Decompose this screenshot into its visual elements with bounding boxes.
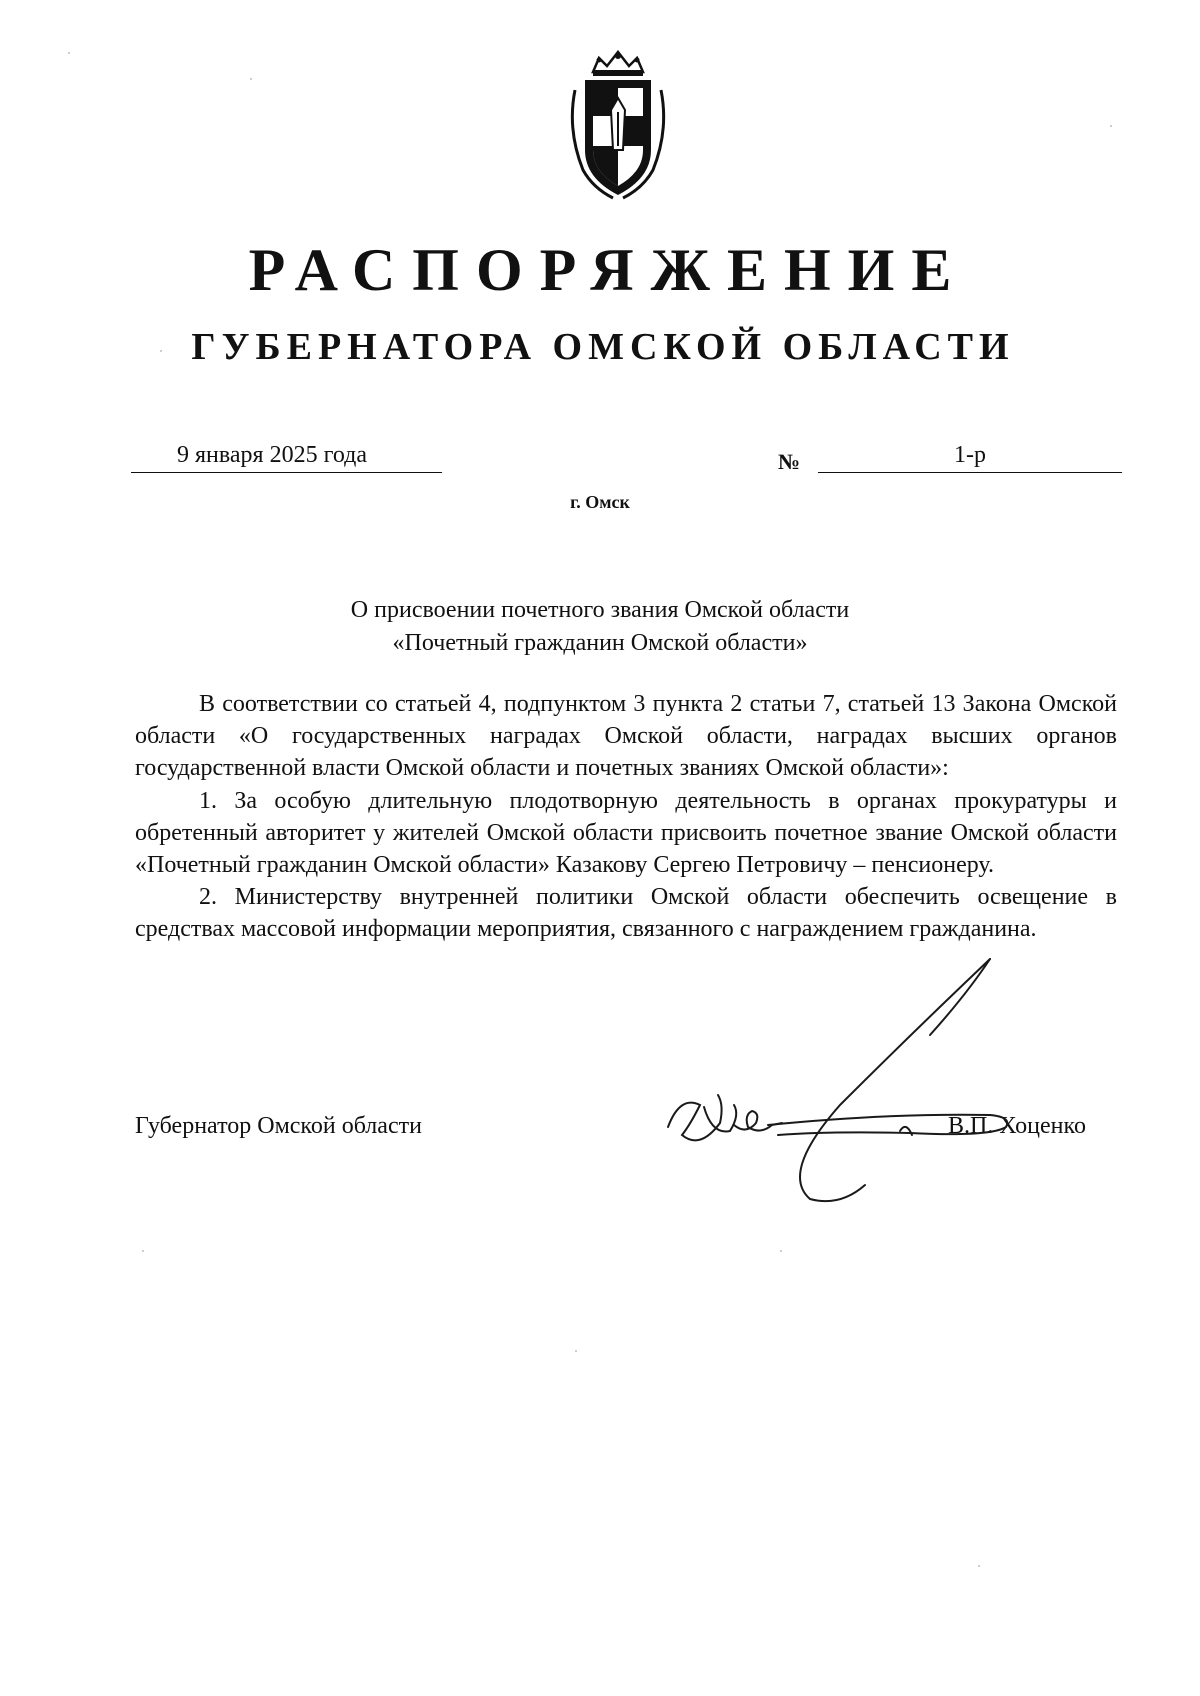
document-date: 9 января 2025 года (177, 442, 368, 468)
body-paragraph: 1. За особую длительную плодотворную деятельность в органах прокуратуры и обретенный авторитет у жителей Омской области присвоить почетное звание Омской области «Почетный гражданин Омской области» Казакову Сергею Петровичу – пенсионеру. (135, 787, 1117, 879)
document-number: 1-р (818, 442, 1122, 473)
number-sign: № (778, 449, 801, 474)
scan-speck (1110, 125, 1112, 127)
body-paragraph: 2. Министерству внутренней политики Омской области обеспечить освещение в средствах массовой информации мероприятия, связанного с награждением гражданина. (135, 884, 1117, 943)
document-body (135, 688, 1117, 946)
subject-line: «Почетный гражданин Омской области» (392, 630, 808, 656)
body-paragraph: В соответствии со статьей 4, подпунктом 3 пункта 2 статьи 7, статьей 13 Закона Омской области «О государственных наградах Омской области, наградах высших органов государственной власти Омской области и почетных званиях Омской области»: (135, 691, 1117, 782)
scan-speck (142, 1250, 144, 1252)
scan-speck (978, 1565, 980, 1567)
document-title: РАСПОРЯЖЕНИЕ (248, 237, 969, 303)
scan-speck (250, 78, 252, 80)
scan-speck (575, 1350, 577, 1352)
date-field (131, 442, 442, 473)
coat-of-arms-icon (563, 50, 673, 200)
scan-speck (780, 1250, 782, 1252)
handwritten-signature-icon (660, 955, 1030, 1215)
subject-line: О присвоении почетного звания Омской области (350, 597, 850, 623)
document-subtitle: ГУБЕРНАТОРА ОМСКОЙ ОБЛАСТИ (191, 326, 1015, 368)
scan-speck (68, 52, 70, 54)
signatory-name: В.П. Хоценко (948, 1113, 1086, 1139)
document-city: г. Омск (570, 492, 630, 512)
signatory-title: Губернатор Омской области (135, 1113, 422, 1139)
document-subject (0, 594, 1200, 660)
